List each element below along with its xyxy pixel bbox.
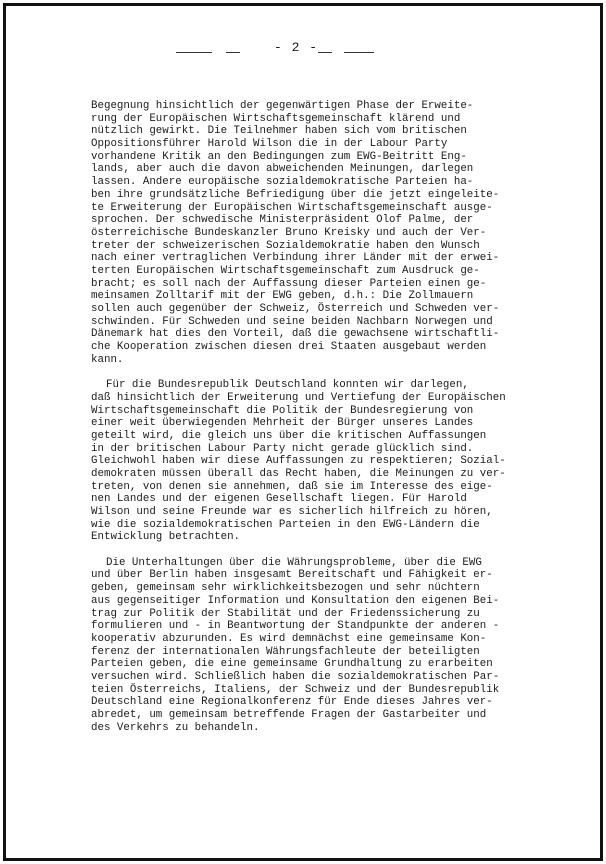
page-number: - 2 -: [274, 40, 319, 55]
text-line: sprochen. Der schwedische Ministerpräsident Olof Palme, der: [91, 214, 474, 227]
text-line: Wilson und seine Freunde war es sicherlich hilfreich zu hören,: [91, 506, 493, 518]
header-rule-right: [344, 52, 374, 53]
header-rule-right-short: [318, 52, 332, 53]
text-line: geteilt wird, die gleich uns über die kritischen Auffassungen: [91, 429, 487, 442]
text-line: vorhandene Kritik an den Bedingungen zum EWG-Beitritt Eng-: [91, 150, 467, 163]
text-line: che Kooperation zwischen diesen drei Staaten ausgebaut werden: [91, 341, 487, 354]
text-line: geben, gemeinsam sehr wirklichkeitsbezogen und sehr nüchtern: [91, 582, 480, 595]
text-line: nen Landes und der eigenen Gesellschaft liegen. Für Harold: [91, 493, 467, 506]
text-line: teien Österreichs, Italiens, der Schweiz und der Bundesrepublik: [91, 683, 500, 696]
page-header: [0, 40, 606, 56]
text-line: einer weit überwiegenden Mehrheit der Bürger unseres Landes: [91, 417, 474, 430]
text-line: nach einer vertraglichen Verbindung ihrer Länder mit der erwei-: [91, 252, 500, 265]
text-line: aus gegenseitiger Information und Konsultation den eigenen Bei-: [91, 594, 500, 607]
header-rule-left-short: [226, 52, 240, 53]
text-line: des Verkehrs zu behandeln.: [91, 721, 260, 734]
text-line: Dänemark hat dies den Vorteil, daß die gewachsene wirtschaftli-: [91, 328, 500, 341]
text-line: Oppositionsführer Harold Wilson die in der Labour Party: [91, 138, 448, 151]
text-line: demokraten müssen überall das Recht haben, die Meinungen zu ver-: [91, 467, 506, 480]
text-line: sollen auch gegenüber der Schweiz, Österreich und Schweden ver-: [91, 303, 500, 315]
text-line: Für die Bundesrepublik Deutschland konnten wir darlegen,: [106, 379, 469, 392]
paragraph: [91, 100, 531, 366]
text-line: Wirtschaftsgemeinschaft die Politik der Bundesregierung von: [91, 404, 474, 417]
text-line: versuchen wird. Schließlich haben die sozialdemokratischen Par-: [91, 670, 500, 683]
text-line: formulieren und - in Beantwortung der Standpunkte der anderen -: [91, 620, 500, 633]
text-line: lands, aber auch die davon abweichenden Meinungen, darlegen: [91, 163, 474, 176]
text-line: treten, von denen sie annehmen, daß sie im Interesse des eige-: [91, 480, 493, 493]
text-line: wie die sozialdemokratischen Parteien in den EWG-Ländern die: [91, 518, 480, 531]
text-line: und über Berlin haben insgesamt Bereitschaft und Fähigkeit er-: [91, 569, 493, 582]
paragraph: [91, 557, 531, 735]
paragraph: [91, 379, 531, 544]
text-line: meinsamen Zolltarif mit der EWG geben, d.h.: Die Zollmauern: [91, 290, 474, 303]
paragraph-gap: [91, 366, 531, 379]
text-line: kann.: [91, 353, 124, 366]
text-line: te Erweiterung der Europäischen Wirtschaftsgemeinschaft ausge-: [91, 201, 493, 214]
text-line: nützlich gewirkt. Die Teilnehmer haben sich vom britischen: [91, 125, 467, 138]
text-line: Deutschland eine Regionalkonferenz für Ende dieses Jahres ver-: [91, 696, 493, 709]
text-line: ben ihre grundsätzliche Befriedigung über die jetzt eingeleite-: [91, 188, 500, 201]
text-line: bracht; es soll nach der Auffassung dieser Parteien einen ge-: [91, 277, 487, 290]
text-line: Gleichwohl haben wir diese Auffassungen zu respektieren; Sozial-: [91, 455, 506, 468]
text-line: treter der schweizerischen Sozialdemokratie haben den Wunsch: [91, 239, 480, 252]
paragraph-gap: [91, 544, 531, 557]
text-line: Parteien geben, die eine gemeinsame Grundhaltung zu erarbeiten: [91, 658, 493, 671]
text-line: Die Unterhaltungen über die Währungsprobleme, über die EWG: [106, 556, 482, 569]
header-rule-left: [176, 52, 212, 53]
text-line: in der britischen Labour Party nicht gerade glücklich sind.: [91, 442, 474, 455]
text-line: schwinden. Für Schweden und seine beiden Nachbarn Norwegen und: [91, 315, 493, 328]
document-body: [91, 100, 531, 734]
text-line: trag zur Politik der Stabilität und der Friedenssicherung zu: [91, 607, 480, 620]
text-line: lassen. Andere europäische sozialdemokratische Parteien ha-: [91, 176, 474, 189]
text-line: rung der Europäischen Wirtschaftsgemeinschaft klärend und: [91, 112, 461, 125]
text-line: terten Europäischen Wirtschaftsgemeinschaft zum Ausdruck ge-: [91, 264, 480, 277]
text-line: daß hinsichtlich der Erweiterung und Vertiefung der Europäischen: [91, 391, 506, 404]
text-line: abredet, um gemeinsam betreffende Fragen der Gastarbeiter und: [91, 709, 487, 721]
text-line: kooperativ abzurunden. Es wird demnächst eine gemeinsame Kon-: [91, 632, 487, 645]
text-line: ferenz der internationalen Währungsfachleute der beteiligten: [91, 645, 480, 658]
text-line: österreichische Bundeskanzler Bruno Kreisky und auch der Ver-: [91, 226, 487, 239]
text-line: Begegnung hinsichtlich der gegenwärtigen Phase der Erweite-: [91, 100, 474, 112]
text-line: Entwicklung betrachten.: [91, 531, 241, 544]
